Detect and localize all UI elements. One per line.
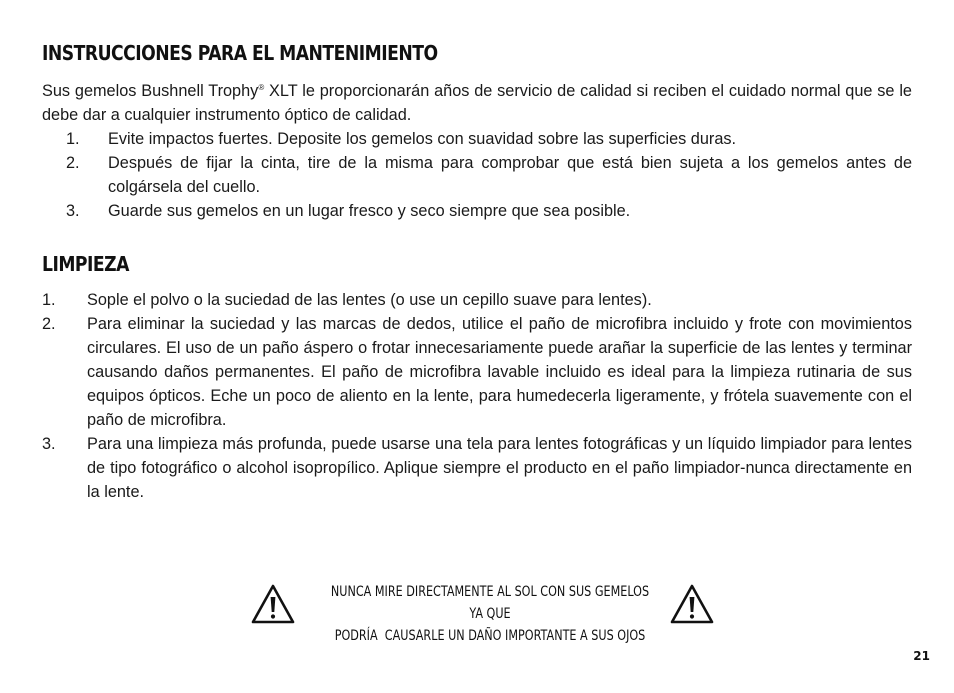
sun-warning [0, 577, 954, 644]
item-number: 1. [66, 130, 80, 148]
item-text: Evite impactos fuertes. Deposite los gemelos con suavidad sobre las superficies duras. [108, 130, 737, 148]
list-item [42, 432, 912, 504]
item-text: Después de fijar la cinta, tire de la misma para comprobar que está bien sujeta a los gemelos antes de colgársela del cuello. [108, 154, 912, 196]
list-item [42, 151, 912, 199]
maintenance-heading: INSTRUCCIONES PARA EL MANTENIMIENTO [42, 41, 438, 65]
item-text: Para eliminar la suciedad y las marcas de dedos, utilice el paño de microfibra incluido y frote con movimientos circulares. El uso de un paño áspero o frotar innecesariamente puede arañar la superficie de las lentes y terminar causando daños permanentes. El paño de microfibra lavable incluido es ideal para la limpieza rutinaria de sus equipos ópticos. Eche un poco de aliento en la lente, para humedecerla ligeramente, y frótela suavemente con el paño de microfibra. [87, 315, 912, 429]
cleaning-heading: LIMPIEZA [42, 252, 129, 276]
maintenance-intro-end: XLT le proporcionarán años de servicio de calidad si reciben el cuidado normal que se le debe dar a cualquier instrumento óptico de calidad. [42, 82, 912, 124]
item-number: 3. [42, 435, 56, 453]
warning-triangle-icon [251, 583, 295, 625]
item-number: 3. [66, 202, 80, 220]
warning-triangle-icon [670, 583, 714, 625]
page-number: 21 [913, 649, 930, 663]
list-item [42, 312, 912, 432]
cleaning-list [42, 288, 912, 504]
list-item [42, 199, 912, 223]
item-text: Guarde sus gemelos en un lugar fresco y seco siempre que sea posible. [108, 202, 631, 220]
maintenance-intro-start: Sus gemelos Bushnell Trophy [42, 82, 259, 100]
registered-mark: ® [258, 83, 265, 92]
item-number: 1. [42, 291, 56, 309]
item-number: 2. [66, 154, 80, 172]
maintenance-intro [42, 79, 912, 127]
warning-text [330, 581, 650, 647]
item-text: Sople el polvo o la suciedad de las lentes (o use un cepillo suave para lentes). [87, 291, 652, 309]
item-text: Para una limpieza más profunda, puede usarse una tela para lentes fotográficas y un líquido limpiador para lentes de tipo fotográfico o alcohol isopropílico. Aplique siempre el producto en el paño limpiador-nunca directamente en la lente. [87, 435, 912, 501]
item-number: 2. [42, 315, 56, 333]
list-item [42, 288, 912, 312]
maintenance-list [42, 127, 912, 223]
warning-line-1: NUNCA MIRE DIRECTAMENTE AL SOL CON SUS GEMELOS YA QUE [330, 584, 650, 622]
list-item [42, 127, 912, 151]
warning-line-2: PODRÍA CAUSARLE UN DAÑO IMPORTANTE A SUS OJOS [334, 628, 646, 644]
